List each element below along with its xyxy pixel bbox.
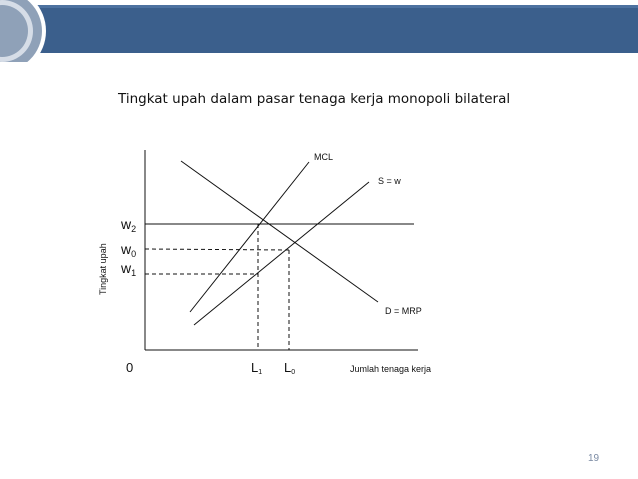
w2-label-base: w: [121, 216, 132, 232]
w1-label-base: w: [121, 260, 132, 276]
w0-label-sub: 0: [131, 249, 137, 259]
page-number: 19: [588, 453, 600, 464]
supply-label: S = w: [378, 176, 401, 186]
l0-label-sub: 0: [291, 369, 296, 376]
mcl-curve: [190, 162, 309, 312]
origin-label: 0: [126, 360, 134, 375]
mcl-label: MCL: [314, 152, 334, 162]
supply-curve: [194, 182, 369, 325]
w0-label: [120, 241, 136, 259]
w1-label: [120, 260, 136, 278]
w2-label-sub: 2: [131, 224, 137, 234]
w0-label-base: w: [121, 241, 132, 257]
l1-label: [251, 360, 262, 376]
l0-label-base: L: [284, 360, 292, 375]
l1-label-base: L: [251, 360, 259, 375]
w1-label-sub: 1: [131, 268, 137, 278]
slide-title: Tingkat upah dalam pasar tenaga kerja monopoli bilateral: [118, 91, 511, 107]
l1-label-sub: 1: [258, 369, 263, 376]
x-axis-label: Jumlah tenaga kerja: [350, 364, 432, 374]
demand-label: D = MRP: [385, 306, 422, 316]
w2-label: [120, 216, 136, 234]
w0-dashed-line: [145, 249, 289, 250]
y-axis-label: Tingkat upah: [98, 243, 108, 295]
l0-label: [284, 360, 295, 376]
demand-curve: [181, 161, 378, 302]
